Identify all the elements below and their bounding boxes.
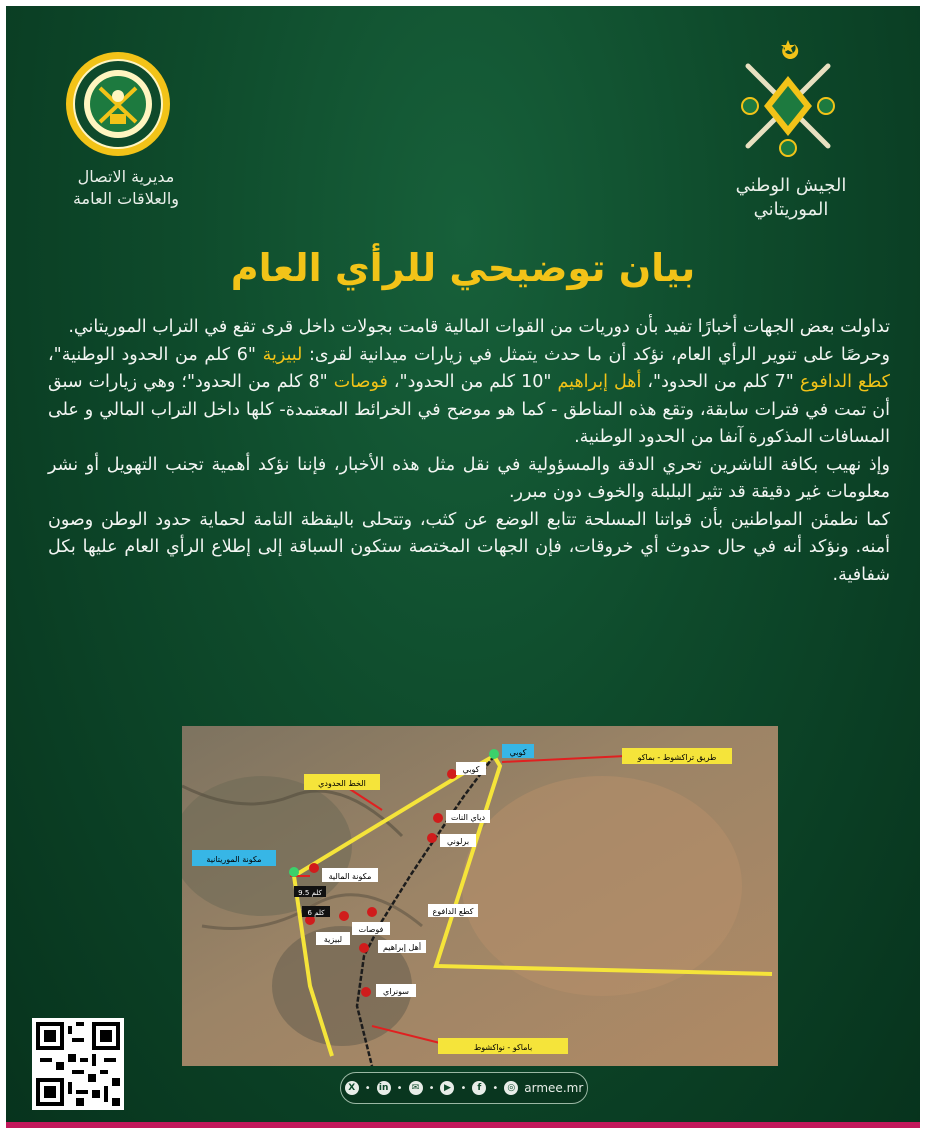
village-labiziya: لبيزية: [262, 344, 303, 365]
paragraph-3: وإذ نهيب بكافة الناشرين تحري الدقة والمسؤولية في نقل مثل هذه الأخبار، فإننا نؤكد أهمية تجنب التهويل أو نشر معلومات غير دقيقة قد تثير البلبلة والخوف دون مبرر.: [48, 454, 890, 502]
label-fousat: فوصات: [358, 925, 384, 934]
paragraph-2-text-b: "6 كلم من الحدود الوطنية"،: [48, 344, 263, 365]
qr-code[interactable]: [32, 1018, 124, 1110]
pin-barouni: [427, 833, 437, 843]
village-kata-dafou: كطع الدافوع: [799, 372, 890, 392]
globe-icon[interactable]: ◎: [504, 1081, 518, 1095]
social-links-bar: X • in • ✉ • ▶ • f • ◎ armee.mr: [340, 1072, 588, 1104]
directorate-name-line2: والعلاقات العامة: [72, 189, 180, 208]
youtube-icon[interactable]: ▶: [440, 1081, 454, 1095]
label-border: الخط الحدودي: [318, 779, 366, 788]
pin-sonrai: [361, 987, 371, 997]
pin-ahl-ibrahim: [359, 943, 369, 953]
label-dayi: دياي النات: [450, 813, 486, 822]
paragraph-4: كما نطمئن المواطنين بأن قواتنا المسلحة تتابع الوضع عن كثب، وتتحلى باليقظة التامة لحماية حدود الوطن وصون أمنه. ونؤكد أنه في حال حدوث أي خروقات، فإن الجهات المختصة ستكون السباقة إلى إطلاع الرأي العام عليها بكل شفافية.: [48, 509, 890, 585]
directorate-name-line1: مديرية الاتصال: [77, 167, 175, 186]
label-distance-1: 9.5 كلم: [298, 889, 322, 897]
bottom-stripe: [6, 1122, 920, 1128]
pin-dayi: [433, 813, 443, 823]
page-title: بيان توضيحي للرأي العام: [230, 246, 696, 290]
paragraph-2-text-a: وحرصًا على تنوير الرأي العام، نؤكد أن ما حدث يتمثل في زيارات ميدانية لقرى:: [302, 344, 890, 365]
facebook-icon[interactable]: f: [472, 1081, 486, 1095]
label-road-top: طريق تراكشوط - بماكو: [637, 753, 717, 762]
paragraph-2-text-e: "8 كلم من الحدود"؛ وهي زيارات سبق أن تمت في فترات سابقة، وتقع هذه المناطق - كما هو موضح في الخرائط المعتمدة- كلها داخل التراب المالي و على المسافات المذكورة آنفا من الحدود الوطنية.: [48, 372, 890, 447]
pin-fousat: [339, 911, 349, 921]
label-road-bottom: باماكو - نواكشوط: [473, 1043, 533, 1052]
army-name: [706, 174, 876, 222]
village-fousat: فوصات: [333, 372, 388, 392]
website-link[interactable]: armee.mr: [524, 1081, 584, 1095]
directorate-name: [36, 166, 216, 210]
pin-mali-city: [309, 863, 319, 873]
label-barouni: برلوني: [446, 837, 470, 846]
mail-icon[interactable]: ✉: [409, 1081, 423, 1095]
statement-body: [48, 314, 890, 589]
border-map: [182, 726, 778, 1066]
label-mauritanian-city: مكونة الموريتانية: [206, 855, 262, 864]
x-icon[interactable]: X: [345, 1081, 359, 1095]
label-mali-city: مكونة المالية: [328, 872, 372, 881]
pin-koubi: [447, 769, 457, 779]
army-name-line2: الموريتاني: [753, 199, 829, 220]
label-sonrai: سونراي: [383, 987, 409, 996]
label-ahl-ibrahim: أهل إبراهيم: [382, 943, 422, 952]
pin-kata: [367, 907, 377, 917]
statement-poster: [6, 6, 920, 1128]
paragraph-2-text-c: "7 كلم من الحدود"،: [641, 372, 800, 392]
army-name-line1: الجيش الوطني: [735, 175, 847, 196]
village-ahl-ibrahim: أهل إبراهيم: [557, 372, 642, 392]
label-koubi: كوبي: [509, 748, 527, 757]
label-labiziya: لبيزية: [323, 935, 343, 944]
army-emblem-logo: [728, 36, 848, 166]
paragraph-2-text-d: "10 كلم من الحدود"،: [387, 372, 558, 392]
linkedin-icon[interactable]: in: [377, 1081, 391, 1095]
directorate-emblem-logo: [62, 48, 174, 160]
label-distance-2: 6 كلم: [307, 909, 325, 917]
label-kata: كطع الدافوع: [432, 907, 474, 916]
label-koubi2: كوبي: [462, 765, 480, 774]
paragraph-2: [48, 342, 890, 452]
paragraph-1: تداولت بعض الجهات أخبارًا تفيد بأن دوريات من القوات المالية قامت بجولات داخل قرى تقع في التراب الموريتاني.: [68, 317, 890, 337]
